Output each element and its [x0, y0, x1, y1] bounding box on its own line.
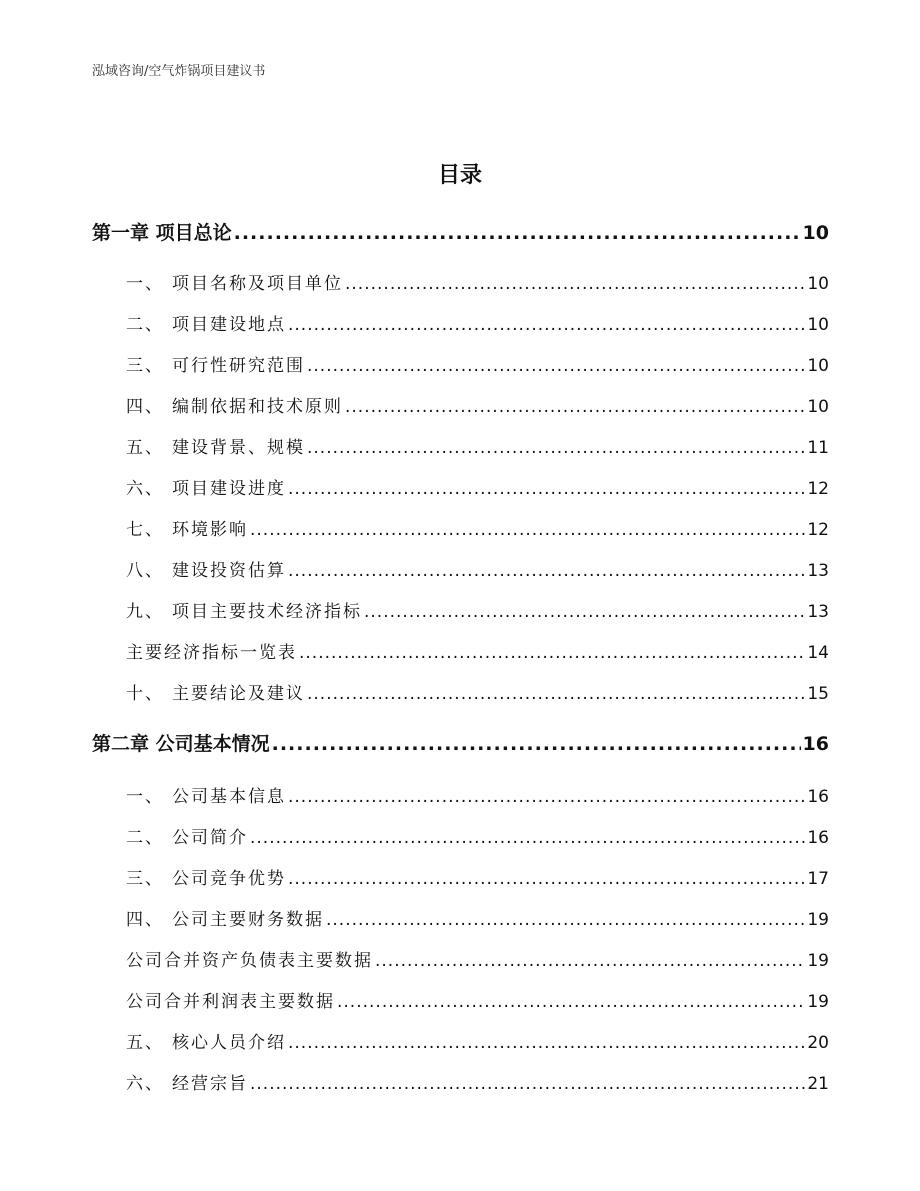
- item-number: 一、: [126, 787, 164, 807]
- leader-dots: [250, 827, 805, 849]
- item-label: 建设背景、规模: [172, 438, 305, 458]
- item-number: 六、: [126, 479, 164, 499]
- leader-dots: [345, 273, 805, 295]
- page-number: 19: [807, 910, 829, 930]
- toc-item[interactable]: [92, 314, 829, 336]
- chapter-title: 第一章 项目总论: [92, 222, 232, 244]
- leader-dots: [345, 396, 805, 418]
- toc-item[interactable]: [92, 1073, 829, 1095]
- item-number: 九、: [126, 602, 164, 622]
- chapter-title: 第二章 公司基本情况: [92, 733, 270, 755]
- leader-dots: [375, 950, 805, 972]
- item-label: 可行性研究范围: [172, 356, 305, 376]
- toc-item[interactable]: [92, 827, 829, 849]
- item-label: 公司基本信息: [172, 787, 286, 807]
- item-label: 公司合并资产负债表主要数据: [126, 951, 373, 971]
- toc-item[interactable]: [92, 355, 829, 377]
- page-number: 12: [807, 479, 829, 499]
- leader-dots: [288, 314, 805, 336]
- leader-dots: [288, 1032, 805, 1054]
- item-label: 项目名称及项目单位: [172, 274, 343, 294]
- leader-dots: [364, 601, 805, 623]
- toc-item[interactable]: [92, 560, 829, 582]
- item-number: 七、: [126, 520, 164, 540]
- page-number: 10: [802, 222, 829, 244]
- toc-title: 目录: [437, 163, 482, 188]
- toc-chapter-2[interactable]: [92, 733, 829, 755]
- toc-item[interactable]: [92, 642, 829, 664]
- leader-dots: [250, 1073, 805, 1095]
- toc-item[interactable]: [92, 683, 829, 705]
- item-number: 六、: [126, 1074, 164, 1094]
- leader-dots: [307, 683, 805, 705]
- toc-item[interactable]: [92, 786, 829, 808]
- item-number: 一、: [126, 274, 164, 294]
- item-label: 环境影响: [172, 520, 248, 540]
- toc-item[interactable]: [92, 396, 829, 418]
- item-label: 主要经济指标一览表: [126, 643, 297, 663]
- page-number: 16: [807, 787, 829, 807]
- toc-item[interactable]: [92, 478, 829, 500]
- running-header: 泓域咨询/空气炸锅项目建议书: [92, 64, 266, 79]
- item-number: 三、: [126, 869, 164, 889]
- page-number: 20: [807, 1033, 829, 1053]
- toc-item[interactable]: [92, 868, 829, 890]
- page-number: 19: [807, 951, 829, 971]
- item-label: 主要结论及建议: [172, 684, 305, 704]
- item-label: 建设投资估算: [172, 561, 286, 581]
- page-number: 10: [807, 397, 829, 417]
- item-label: 项目主要技术经济指标: [172, 602, 362, 622]
- item-number: 二、: [126, 828, 164, 848]
- item-number: 八、: [126, 561, 164, 581]
- toc-item[interactable]: [92, 601, 829, 623]
- leader-dots: [272, 733, 801, 755]
- page-number: 13: [807, 602, 829, 622]
- item-number: 四、: [126, 910, 164, 930]
- leader-dots: [288, 786, 805, 808]
- item-label: 公司竞争优势: [172, 869, 286, 889]
- page-number: 21: [807, 1074, 829, 1094]
- item-label: 公司主要财务数据: [172, 910, 324, 930]
- item-number: 十、: [126, 684, 164, 704]
- item-label: 编制依据和技术原则: [172, 397, 343, 417]
- page-number: 11: [807, 438, 829, 458]
- page-number: 10: [807, 315, 829, 335]
- page-number: 13: [807, 561, 829, 581]
- toc-item[interactable]: [92, 1032, 829, 1054]
- leader-dots: [337, 991, 805, 1013]
- leader-dots: [288, 560, 805, 582]
- item-number: 五、: [126, 438, 164, 458]
- leader-dots: [288, 478, 805, 500]
- toc-item[interactable]: [92, 950, 829, 972]
- item-label: 项目建设进度: [172, 479, 286, 499]
- item-number: 五、: [126, 1033, 164, 1053]
- leader-dots: [307, 355, 805, 377]
- item-label: 项目建设地点: [172, 315, 286, 335]
- toc-item[interactable]: [92, 909, 829, 931]
- page-number: 17: [807, 869, 829, 889]
- item-number: 三、: [126, 356, 164, 376]
- toc-item[interactable]: [92, 273, 829, 295]
- item-label: 经营宗旨: [172, 1074, 248, 1094]
- leader-dots: [234, 222, 801, 244]
- item-number: 四、: [126, 397, 164, 417]
- page-number: 10: [807, 356, 829, 376]
- leader-dots: [288, 868, 805, 890]
- page-number: 19: [807, 992, 829, 1012]
- item-label: 公司简介: [172, 828, 248, 848]
- toc-item[interactable]: [92, 519, 829, 541]
- toc-chapter-1[interactable]: [92, 222, 829, 244]
- leader-dots: [326, 909, 805, 931]
- page-number: 15: [807, 684, 829, 704]
- toc-item[interactable]: [92, 991, 829, 1013]
- item-number: 二、: [126, 315, 164, 335]
- page-number: 14: [807, 643, 829, 663]
- item-label: 核心人员介绍: [172, 1033, 286, 1053]
- leader-dots: [299, 642, 805, 664]
- leader-dots: [307, 437, 805, 459]
- page-number: 10: [807, 274, 829, 294]
- leader-dots: [250, 519, 805, 541]
- toc-item[interactable]: [92, 437, 829, 459]
- item-label: 公司合并利润表主要数据: [126, 992, 335, 1012]
- page-number: 12: [807, 520, 829, 540]
- page-number: 16: [807, 828, 829, 848]
- page-number: 16: [802, 733, 829, 755]
